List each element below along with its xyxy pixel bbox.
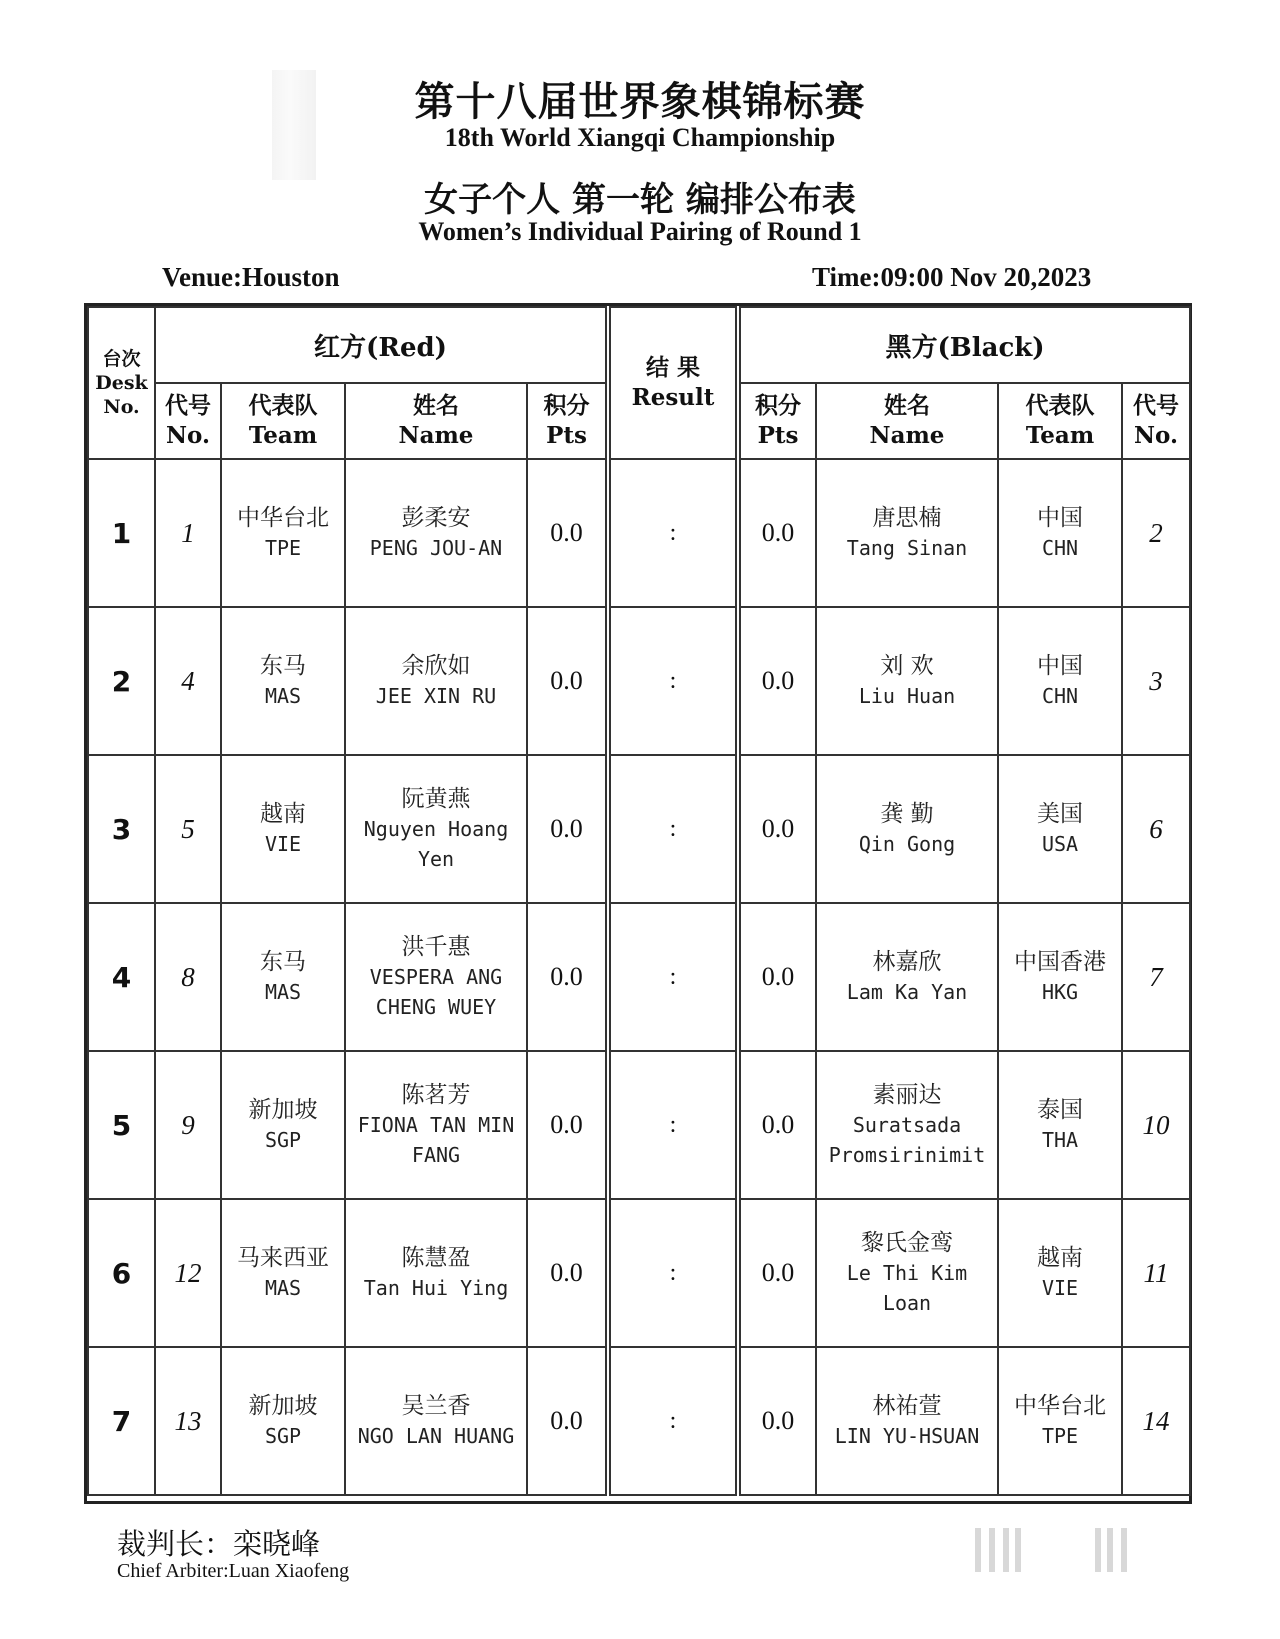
red-team-zh: 东马 [260, 653, 306, 679]
red-team [221, 607, 345, 755]
result-cell: : [610, 459, 736, 607]
red-player-name [345, 1347, 527, 1495]
black-side-table [739, 306, 1191, 1496]
desk-number: 6 [88, 1199, 155, 1347]
red-no-header: 代号 No. [155, 383, 221, 459]
red-pts-header: 积分 Pts [527, 383, 606, 459]
red-team-en: TPE [264, 536, 302, 560]
black-player-name [816, 459, 998, 607]
black-no-header: 代号 No. [1122, 383, 1190, 459]
black-team-en: CHN [1041, 684, 1079, 708]
red-player-name-line: CHENG WUEY [375, 995, 497, 1019]
black-pts-header: 积分 Pts [740, 383, 816, 459]
red-player-name [345, 903, 527, 1051]
table-row [740, 607, 1190, 755]
table-row [740, 1199, 1190, 1347]
result-cell: : [610, 1051, 736, 1199]
black-team [998, 1347, 1122, 1495]
subtitle-chinese: 女子个人 第一轮 编排公布表 [424, 180, 856, 220]
red-side-table [87, 306, 607, 1496]
black-player-name [816, 1347, 998, 1495]
red-player-name-line: 洪千惠 [401, 934, 471, 960]
black-player-name [816, 1199, 998, 1347]
red-player-name-line: 陈茗芳 [401, 1082, 471, 1108]
result-cell: : [610, 903, 736, 1051]
black-team-en: HKG [1041, 980, 1079, 1004]
black-team [998, 755, 1122, 903]
red-player-no: 5 [155, 755, 221, 903]
red-player-name-line: 阮黄燕 [401, 786, 471, 812]
black-pts: 0.0 [740, 459, 816, 607]
red-player-name [345, 459, 527, 607]
black-player-no: 3 [1122, 607, 1190, 755]
red-player-name-line: Tan Hui Ying [363, 1276, 509, 1300]
black-team-header: 代表队 Team [998, 383, 1122, 459]
red-team [221, 903, 345, 1051]
result-cell: : [610, 1199, 736, 1347]
black-pts: 0.0 [740, 1347, 816, 1495]
black-team [998, 903, 1122, 1051]
red-pts: 0.0 [527, 607, 606, 755]
red-player-name-line: 吴兰香 [401, 1393, 471, 1419]
red-player-name-line: 彭柔安 [401, 505, 471, 531]
table-row [88, 459, 606, 607]
black-team-en: CHN [1041, 536, 1079, 560]
table-row [740, 1347, 1190, 1495]
black-player-name-line: 林祐萱 [872, 1393, 942, 1419]
black-pts: 0.0 [740, 903, 816, 1051]
red-team-en: SGP [264, 1424, 302, 1448]
black-player-name [816, 1051, 998, 1199]
black-player-name-line: Lam Ka Yan [846, 980, 968, 1004]
red-player-name-line: FIONA TAN MIN [357, 1113, 515, 1137]
red-team-en: MAS [264, 684, 302, 708]
table-row [88, 903, 606, 1051]
table-row [610, 459, 736, 607]
desk-number: 1 [88, 459, 155, 607]
black-team [998, 1051, 1122, 1199]
red-player-no: 12 [155, 1199, 221, 1347]
black-team-zh: 美国 [1037, 801, 1083, 827]
black-team [998, 1199, 1122, 1347]
black-player-no: 2 [1122, 459, 1190, 607]
black-player-name-line: Le Thi Kim [846, 1261, 968, 1285]
black-player-no: 11 [1122, 1199, 1190, 1347]
black-pts: 0.0 [740, 1051, 816, 1199]
black-player-name [816, 755, 998, 903]
black-player-name [816, 903, 998, 1051]
red-player-name-line: 余欣如 [401, 653, 471, 679]
venue-label: Venue:Houston [162, 262, 340, 292]
red-name-header: 姓名 Name [345, 383, 527, 459]
result-header: 结 果 Result [610, 307, 736, 459]
red-pts: 0.0 [527, 903, 606, 1051]
result-table [609, 306, 737, 1496]
red-player-no: 1 [155, 459, 221, 607]
table-row [610, 1051, 736, 1199]
pairing-table [84, 303, 1192, 1504]
desk-number: 3 [88, 755, 155, 903]
result-cell: : [610, 1347, 736, 1495]
desk-number: 4 [88, 903, 155, 1051]
red-player-name [345, 755, 527, 903]
table-row [610, 755, 736, 903]
black-team-zh: 中华台北 [1014, 1393, 1106, 1419]
table-row [88, 607, 606, 755]
red-player-name [345, 1199, 527, 1347]
black-player-name-line: 刘 欢 [880, 653, 934, 679]
red-player-name-line: Nguyen Hoang [363, 817, 509, 841]
red-player-name [345, 607, 527, 755]
table-row [88, 755, 606, 903]
black-player-name-line: 龚 勤 [880, 801, 934, 827]
black-player-name-line: Qin Gong [858, 832, 956, 856]
table-row [88, 1199, 606, 1347]
desk-number: 2 [88, 607, 155, 755]
black-team-en: TPE [1041, 1424, 1079, 1448]
black-team-zh: 中国 [1037, 505, 1083, 531]
black-team-en: THA [1041, 1128, 1079, 1152]
black-player-no: 10 [1122, 1051, 1190, 1199]
red-team-en: SGP [264, 1128, 302, 1152]
black-player-no: 7 [1122, 903, 1190, 1051]
red-header: 红方(Red) [155, 307, 606, 383]
title-chinese: 第十八届世界象棋锦标赛 [414, 78, 866, 125]
black-player-no: 6 [1122, 755, 1190, 903]
red-team-header: 代表队 Team [221, 383, 345, 459]
red-team-en: MAS [264, 1276, 302, 1300]
table-row [610, 1347, 736, 1495]
black-player-name-line: Loan [882, 1291, 932, 1315]
black-player-no: 14 [1122, 1347, 1190, 1495]
red-player-name-line: 陈慧盈 [401, 1245, 471, 1271]
table-row [740, 903, 1190, 1051]
red-team [221, 755, 345, 903]
black-name-header: 姓名 Name [816, 383, 998, 459]
table-row [740, 1051, 1190, 1199]
red-player-name-line: Yen [417, 847, 455, 871]
red-player-name-line: NGO LAN HUANG [357, 1424, 515, 1448]
black-pts: 0.0 [740, 1199, 816, 1347]
red-pts: 0.0 [527, 755, 606, 903]
red-player-no: 8 [155, 903, 221, 1051]
red-team-zh: 新加坡 [248, 1393, 318, 1419]
black-player-name-line: 素丽达 [872, 1082, 942, 1108]
red-team [221, 1199, 345, 1347]
black-team-zh: 越南 [1037, 1245, 1083, 1271]
black-player-name-line: 林嘉欣 [872, 949, 942, 975]
black-player-name-line: Suratsada [852, 1113, 962, 1137]
black-header: 黑方(Black) [740, 307, 1190, 383]
desk-header: 台次 Desk No. [88, 307, 155, 459]
time-label: Time:09:00 Nov 20,2023 [812, 262, 1092, 292]
black-team-zh: 泰国 [1037, 1097, 1083, 1123]
red-pts: 0.0 [527, 1199, 606, 1347]
black-pts: 0.0 [740, 607, 816, 755]
table-row [740, 755, 1190, 903]
red-player-name-line: VESPERA ANG [369, 965, 503, 989]
desk-number: 5 [88, 1051, 155, 1199]
black-player-name-line: LIN YU-HSUAN [834, 1424, 980, 1448]
red-pts: 0.0 [527, 459, 606, 607]
red-player-name [345, 1051, 527, 1199]
chief-arbiter-english: Chief Arbiter:Luan Xiaofeng [117, 1560, 350, 1582]
table-row [740, 459, 1190, 607]
red-team-zh: 越南 [260, 801, 306, 827]
red-player-no: 4 [155, 607, 221, 755]
black-player-name [816, 607, 998, 755]
red-team-zh: 中华台北 [237, 505, 329, 531]
red-team-en: MAS [264, 980, 302, 1004]
table-row [610, 1199, 736, 1347]
black-team-zh: 中国香港 [1014, 949, 1106, 975]
red-team-en: VIE [264, 832, 302, 856]
red-team-zh: 马来西亚 [237, 1245, 329, 1271]
black-player-name-line: Tang Sinan [846, 536, 968, 560]
desk-number: 7 [88, 1347, 155, 1495]
table-row [610, 903, 736, 1051]
black-player-name-line: Liu Huan [858, 684, 956, 708]
red-team-zh: 东马 [260, 949, 306, 975]
red-player-name-line: FANG [411, 1143, 461, 1167]
subtitle-english: Women’s Individual Pairing of Round 1 [418, 217, 862, 246]
black-pts: 0.0 [740, 755, 816, 903]
result-cell: : [610, 755, 736, 903]
red-player-no: 13 [155, 1347, 221, 1495]
table-row [88, 1051, 606, 1199]
title-english: 18th World Xiangqi Championship [444, 123, 836, 152]
black-team [998, 607, 1122, 755]
chief-arbiter-chinese: 裁判长：栾晓峰 [117, 1527, 321, 1561]
black-team-zh: 中国 [1037, 653, 1083, 679]
red-player-no: 9 [155, 1051, 221, 1199]
table-row [610, 607, 736, 755]
red-team [221, 1347, 345, 1495]
red-team [221, 459, 345, 607]
black-player-name-line: Promsirinimit [828, 1143, 986, 1167]
red-player-name-line: PENG JOU-AN [369, 536, 503, 560]
red-pts: 0.0 [527, 1051, 606, 1199]
red-team [221, 1051, 345, 1199]
table-row [88, 1347, 606, 1495]
result-cell: : [610, 607, 736, 755]
black-player-name-line: 唐思楠 [872, 505, 942, 531]
black-team-en: USA [1041, 832, 1079, 856]
black-team-en: VIE [1041, 1276, 1079, 1300]
red-team-zh: 新加坡 [248, 1097, 318, 1123]
red-pts: 0.0 [527, 1347, 606, 1495]
black-team [998, 459, 1122, 607]
watermark-graphic [975, 1528, 1165, 1572]
black-player-name-line: 黎氏金鸾 [861, 1230, 953, 1256]
red-player-name-line: JEE XIN RU [375, 684, 497, 708]
